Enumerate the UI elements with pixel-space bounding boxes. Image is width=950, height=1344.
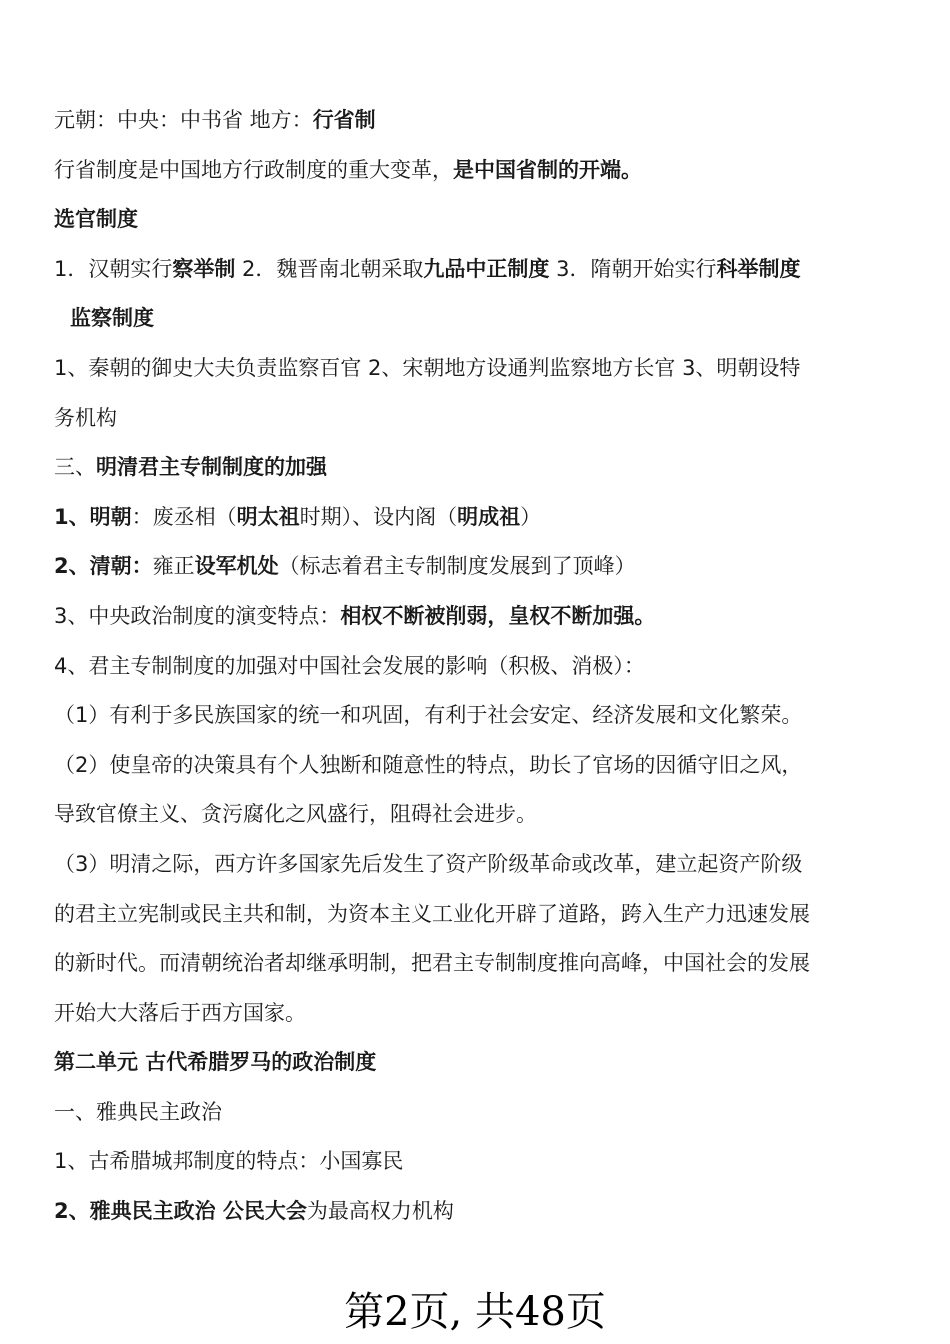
- text-segment: ：废丞相（: [131, 504, 237, 529]
- text-line: [54, 989, 904, 1039]
- bold-text: 监察制度: [70, 306, 154, 331]
- text-segment: 3．隋朝开始实行: [549, 256, 717, 281]
- text-segment: （2）使皇帝的决策具有个人独断和随意性的特点，助长了官场的因循守旧之风，: [54, 752, 803, 777]
- page-number-footer: 第2页, 共48页: [344, 1289, 606, 1335]
- text-line: [54, 146, 904, 196]
- text-segment: 时期）、设内阁（: [299, 504, 458, 529]
- text-segment: 1、古希腊城邦制度的特点：小国寡民: [54, 1149, 404, 1174]
- text-line: [54, 1187, 904, 1237]
- bold-text: 2、清朝：: [54, 554, 153, 579]
- text-line: [54, 592, 904, 642]
- text-line: [54, 443, 904, 493]
- text-line: [54, 1088, 904, 1138]
- text-segment: 的新时代。而清朝统治者却继承明制，把君主专制制度推向高峰，中国社会的发展: [54, 951, 810, 976]
- bold-text: 九品中正制度: [423, 256, 550, 281]
- bold-text: 相权不断被削弱，皇权不断加强。: [340, 603, 656, 628]
- text-segment: 导致官僚主义、贪污腐化之风盛行，阻碍社会进步。: [54, 802, 537, 827]
- bold-text: 明太祖: [236, 504, 300, 529]
- text-segment: （1）有利于多民族国家的统一和巩固，有利于社会安定、经济发展和文化繁荣。: [54, 703, 803, 728]
- text-line: [54, 790, 904, 840]
- bold-text: 1、明朝: [54, 504, 132, 529]
- bold-text: 第二单元 古代希腊罗马的政治制度: [54, 1050, 377, 1075]
- text-segment: 雍正: [152, 554, 195, 579]
- text-line: [54, 245, 904, 295]
- text-segment: 的君主立宪制或民主共和制，为资本主义工业化开辟了道路，跨入生产力迅速发展: [54, 901, 810, 926]
- text-segment: 为最高权力机构: [306, 1199, 454, 1224]
- bold-text: 明清君主专制制度的加强: [96, 455, 327, 480]
- document-body: [54, 96, 904, 1237]
- text-line: [54, 294, 904, 344]
- text-segment: （3）明清之际，西方许多国家先后发生了资产阶级革命或改革，建立起资产阶级: [54, 851, 803, 876]
- bold-text: 科举制度: [716, 256, 801, 281]
- text-line: [54, 542, 904, 592]
- text-segment: ）: [520, 504, 542, 529]
- text-line: [54, 394, 904, 444]
- bold-text: 设军机处: [194, 554, 279, 579]
- bold-text: 行省制: [312, 108, 376, 132]
- text-segment: 1、秦朝的御史大夫负责监察百官 2、宋朝地方设通判监察地方长官 3、明朝设特: [54, 355, 801, 380]
- text-line: [54, 642, 904, 692]
- bold-text: 选官制度: [54, 207, 138, 232]
- bold-text: 察举制: [172, 256, 236, 281]
- text-line: [54, 1137, 904, 1187]
- text-segment: 三、: [54, 455, 96, 480]
- text-line: [54, 890, 904, 940]
- text-line: [54, 691, 904, 741]
- text-line: [54, 939, 904, 989]
- text-line: [54, 741, 904, 791]
- text-segment: 3、中央政治制度的演变特点：: [54, 603, 341, 628]
- text-line: [54, 1038, 904, 1088]
- bold-text: 是中国省制的开端。: [453, 157, 642, 182]
- text-segment: 1．汉朝实行: [54, 256, 173, 281]
- text-line: [54, 96, 904, 146]
- text-segment: 2．魏晋南北朝采取: [235, 256, 424, 281]
- text-segment: 4、君主专制制度的加强对中国社会发展的影响（积极、消极）：: [54, 653, 645, 678]
- text-line: [54, 840, 904, 890]
- text-segment: 元朝：中央：中书省 地方：: [54, 108, 313, 132]
- text-segment: 一、雅典民主政治: [54, 1099, 222, 1124]
- bold-text: 明成祖: [457, 504, 521, 529]
- text-segment: （标志着君主专制制度发展到了顶峰）: [278, 554, 636, 579]
- text-line: [54, 344, 904, 394]
- bold-text: 2、雅典民主政治 公民大会: [54, 1199, 307, 1224]
- text-segment: 行省制度是中国地方行政制度的重大变革，: [54, 157, 453, 182]
- text-line: [54, 195, 904, 245]
- text-segment: 开始大大落后于西方国家。: [54, 1000, 306, 1025]
- text-segment: 务机构: [54, 405, 117, 430]
- text-line: [54, 493, 904, 543]
